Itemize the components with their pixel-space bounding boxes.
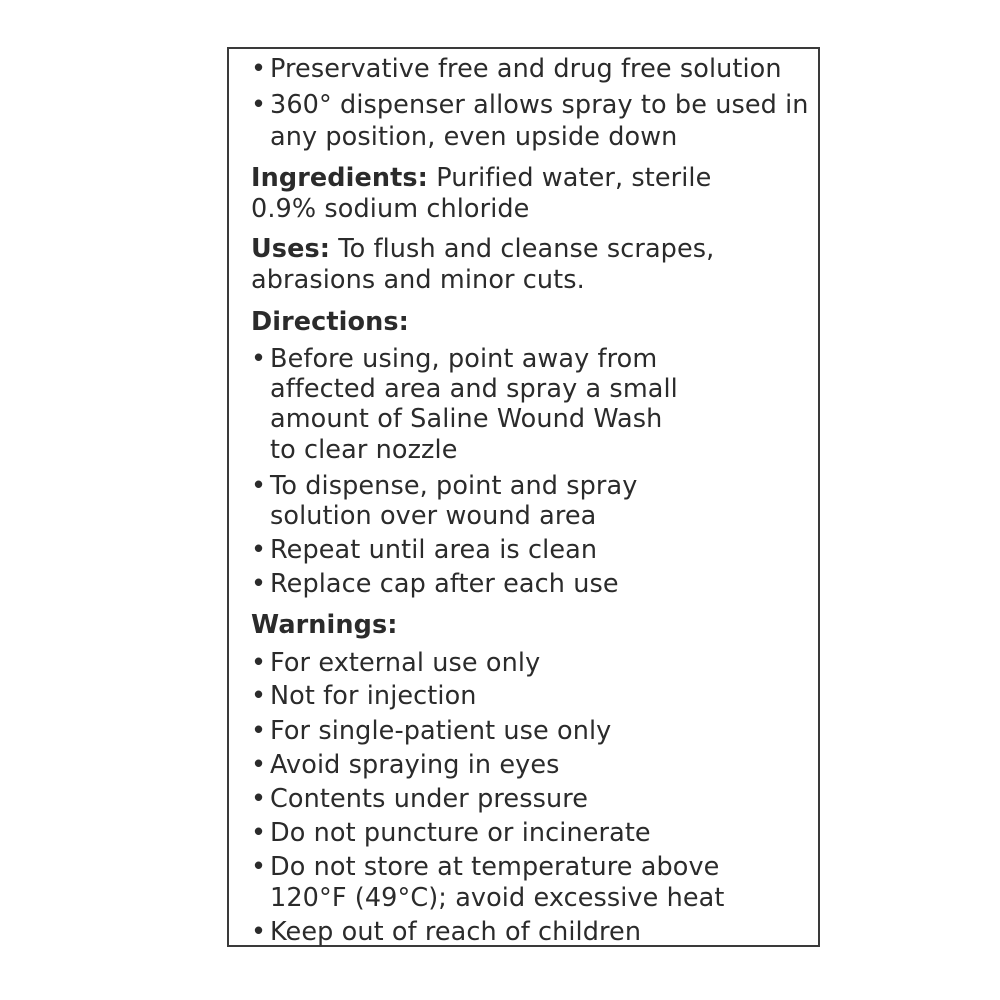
directions-text: solution over wound area [270,501,597,531]
warnings-item-8 [251,917,641,947]
directions-heading: Directions: [251,307,409,337]
bullet-marker: • [251,344,267,374]
uses-text: abrasions and minor cuts. [251,265,585,295]
warnings-text: Contents under pressure [270,784,589,814]
uses-line-2 [251,265,585,295]
directions-item-1 [251,344,657,374]
intro-bullet-text: 360° dispenser allows spray to be used in [270,90,809,120]
warnings-item-6 [251,818,651,848]
bullet-marker: • [251,681,267,711]
warnings-text: Avoid spraying in eyes [270,750,560,780]
warnings-item-7-continued [251,883,725,913]
warnings-text: Keep out of reach of children [270,917,642,947]
warnings-item-2 [251,681,477,711]
ingredients-line-1 [251,163,711,193]
bullet-marker: • [251,716,267,746]
bullet-marker: • [251,648,267,678]
directions-text: Before using, point away from [270,344,658,374]
directions-item-1-continued [251,435,458,465]
warnings-text: For single-patient use only [270,716,612,746]
intro-bullet-2 [251,90,809,120]
warnings-text: For external use only [270,648,541,678]
intro-bullet-text: any position, even upside down [270,122,678,152]
warnings-item-1 [251,648,540,678]
ingredients-text: 0.9% sodium chloride [251,194,530,224]
warnings-item-7 [251,852,719,882]
uses-line-1 [251,234,714,264]
directions-text: amount of Saline Wound Wash [270,404,663,434]
uses-text: To flush and cleanse scrapes, [338,234,715,264]
directions-text: affected area and spray a small [270,374,678,404]
bullet-marker: • [251,535,267,565]
bullet-marker: • [251,784,267,814]
bullet-marker: • [251,852,267,882]
bullet-marker: • [251,750,267,780]
ingredients-line-2 [251,194,529,224]
bullet-marker: • [251,569,267,599]
bullet-marker: • [251,471,267,501]
warnings-heading: Warnings: [251,610,398,640]
bullet-marker: • [251,818,267,848]
warnings-text: Do not puncture or incinerate [270,818,651,848]
ingredients-text: Purified water, sterile [436,163,712,193]
uses-heading: Uses: [251,234,331,264]
directions-text: To dispense, point and spray [270,471,638,501]
warnings-text: 120°F (49°C); avoid excessive heat [270,883,725,913]
directions-text: Replace cap after each use [270,569,619,599]
directions-item-1-continued [251,404,662,434]
directions-item-2-continued [251,501,596,531]
warnings-text: Do not store at temperature above [270,852,720,882]
warnings-item-4 [251,750,560,780]
warnings-item-3 [251,716,611,746]
directions-text: to clear nozzle [270,435,458,465]
bullet-marker: • [251,917,267,947]
intro-bullet-1 [251,54,782,84]
directions-item-4 [251,569,619,599]
bullet-marker: • [251,90,267,120]
directions-item-2 [251,471,637,501]
product-label-panel [227,47,820,947]
directions-text: Repeat until area is clean [270,535,598,565]
ingredients-heading: Ingredients: [251,163,428,193]
intro-bullet-text: Preservative free and drug free solution [270,54,782,84]
warnings-text: Not for injection [270,681,477,711]
directions-item-3 [251,535,597,565]
warnings-item-5 [251,784,588,814]
directions-item-1-continued [251,374,678,404]
bullet-marker: • [251,54,267,84]
intro-bullet-2-continued [251,122,677,152]
